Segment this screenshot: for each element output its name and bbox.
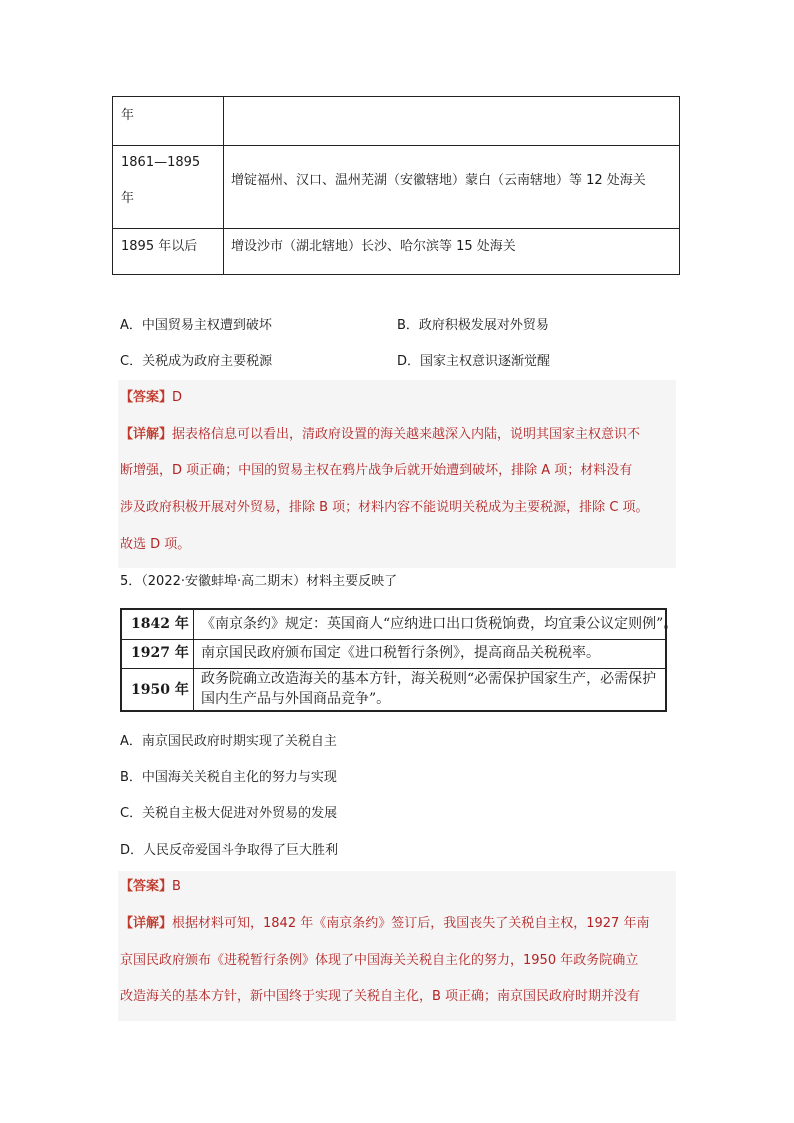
table-cell-content: 增设沙市（湖北辖地）长沙、哈尔滨等 15 处海关 <box>231 239 516 254</box>
table-cell-content: 增锭福州、汉口、温州芜湖（安徽辖地）蒙白（云南辖地）等 12 处海关 <box>231 173 646 188</box>
table-divider <box>113 145 679 146</box>
table-divider <box>223 97 224 274</box>
answer-line <box>120 878 181 896</box>
customs-table <box>112 96 680 275</box>
detail-line: 断增强，D 项正确；中国的贸易主权在鸦片战争后就开始遭到破坏，排除 A 项；材料没有 <box>120 463 633 478</box>
material-year: 1950 年 <box>131 682 189 698</box>
answer-line <box>120 389 182 407</box>
option-b: B．中国海关关税自主化的努力与实现 <box>120 770 337 785</box>
detail-label: 【详解】 <box>120 427 173 442</box>
option-d: D．国家主权意识逐渐觉醒 <box>397 354 551 369</box>
material-text: 南京国民政府颁布国定《进口税暂行条例》，提高商品关税税率。 <box>201 645 600 661</box>
detail-line: 【详解】根据材料可知，1842 年《南京条约》签订后，我国丧失了关税自主权，1927 年南 <box>120 916 650 931</box>
option-b: B．政府积极发展对外贸易 <box>397 318 549 333</box>
detail-line: 【详解】据表格信息可以看出，清政府设置的海关越来越深入内陆，说明其国家主权意识不 <box>120 427 641 442</box>
detail-line: 改造海关的基本方针，新中国终于实现了关税自主化，B 项正确；南京国民政府时期并没有 <box>120 989 641 1004</box>
answer-value: B <box>172 879 181 894</box>
material-text: 国内生产品与外国商品竞争”。 <box>201 691 391 707</box>
answer-label: 【答案】 <box>120 879 173 894</box>
answer-value: D <box>172 390 183 405</box>
table-cell-period: 1861—1895 <box>121 155 201 170</box>
table-cell-period: 年 <box>121 108 135 123</box>
option-c: C．关税自主极大促进对外贸易的发展 <box>120 806 338 821</box>
material-year: 1927 年 <box>131 645 189 661</box>
material-table <box>120 608 678 712</box>
option-a: A．中国贸易主权遭到破坏 <box>120 318 272 333</box>
detail-line: 京国民政府颁布《进税暂行条例》体现了中国海关关税自主化的努力，1950 年政务院确立 <box>120 953 639 968</box>
option-d: D．人民反帝爱国斗争取得了巨大胜利 <box>120 843 339 858</box>
material-year: 1842 年 <box>131 616 189 632</box>
table-divider <box>122 639 665 640</box>
table-divider <box>193 610 194 710</box>
option-a: A．南京国民政府时期实现了关税自主 <box>120 734 337 749</box>
answer-label: 【答案】 <box>120 390 173 405</box>
material-text: 《南京条约》规定：英国商人“应纳进口出口货税饷费，均宜秉公议定则例”。 <box>201 616 678 632</box>
detail-line: 故选 D 项。 <box>120 537 191 552</box>
table-divider <box>113 228 679 229</box>
detail-label: 【详解】 <box>120 916 173 931</box>
table-cell-period: 年 <box>121 191 135 206</box>
option-c: C．关税成为政府主要税源 <box>120 354 273 369</box>
material-text: 政务院确立改造海关的基本方针，海关税则“必需保护国家生产，必需保护 <box>201 671 657 687</box>
detail-line: 涉及政府积极开展对外贸易，排除 B 项；材料内容不能说明关税成为主要税源，排除 C 项。 <box>120 500 649 515</box>
table-cell-period: 1895 年以后 <box>121 239 198 254</box>
question-stem: 5．（2022·安徽蚌埠·高二期末）材料主要反映了 <box>120 574 398 589</box>
